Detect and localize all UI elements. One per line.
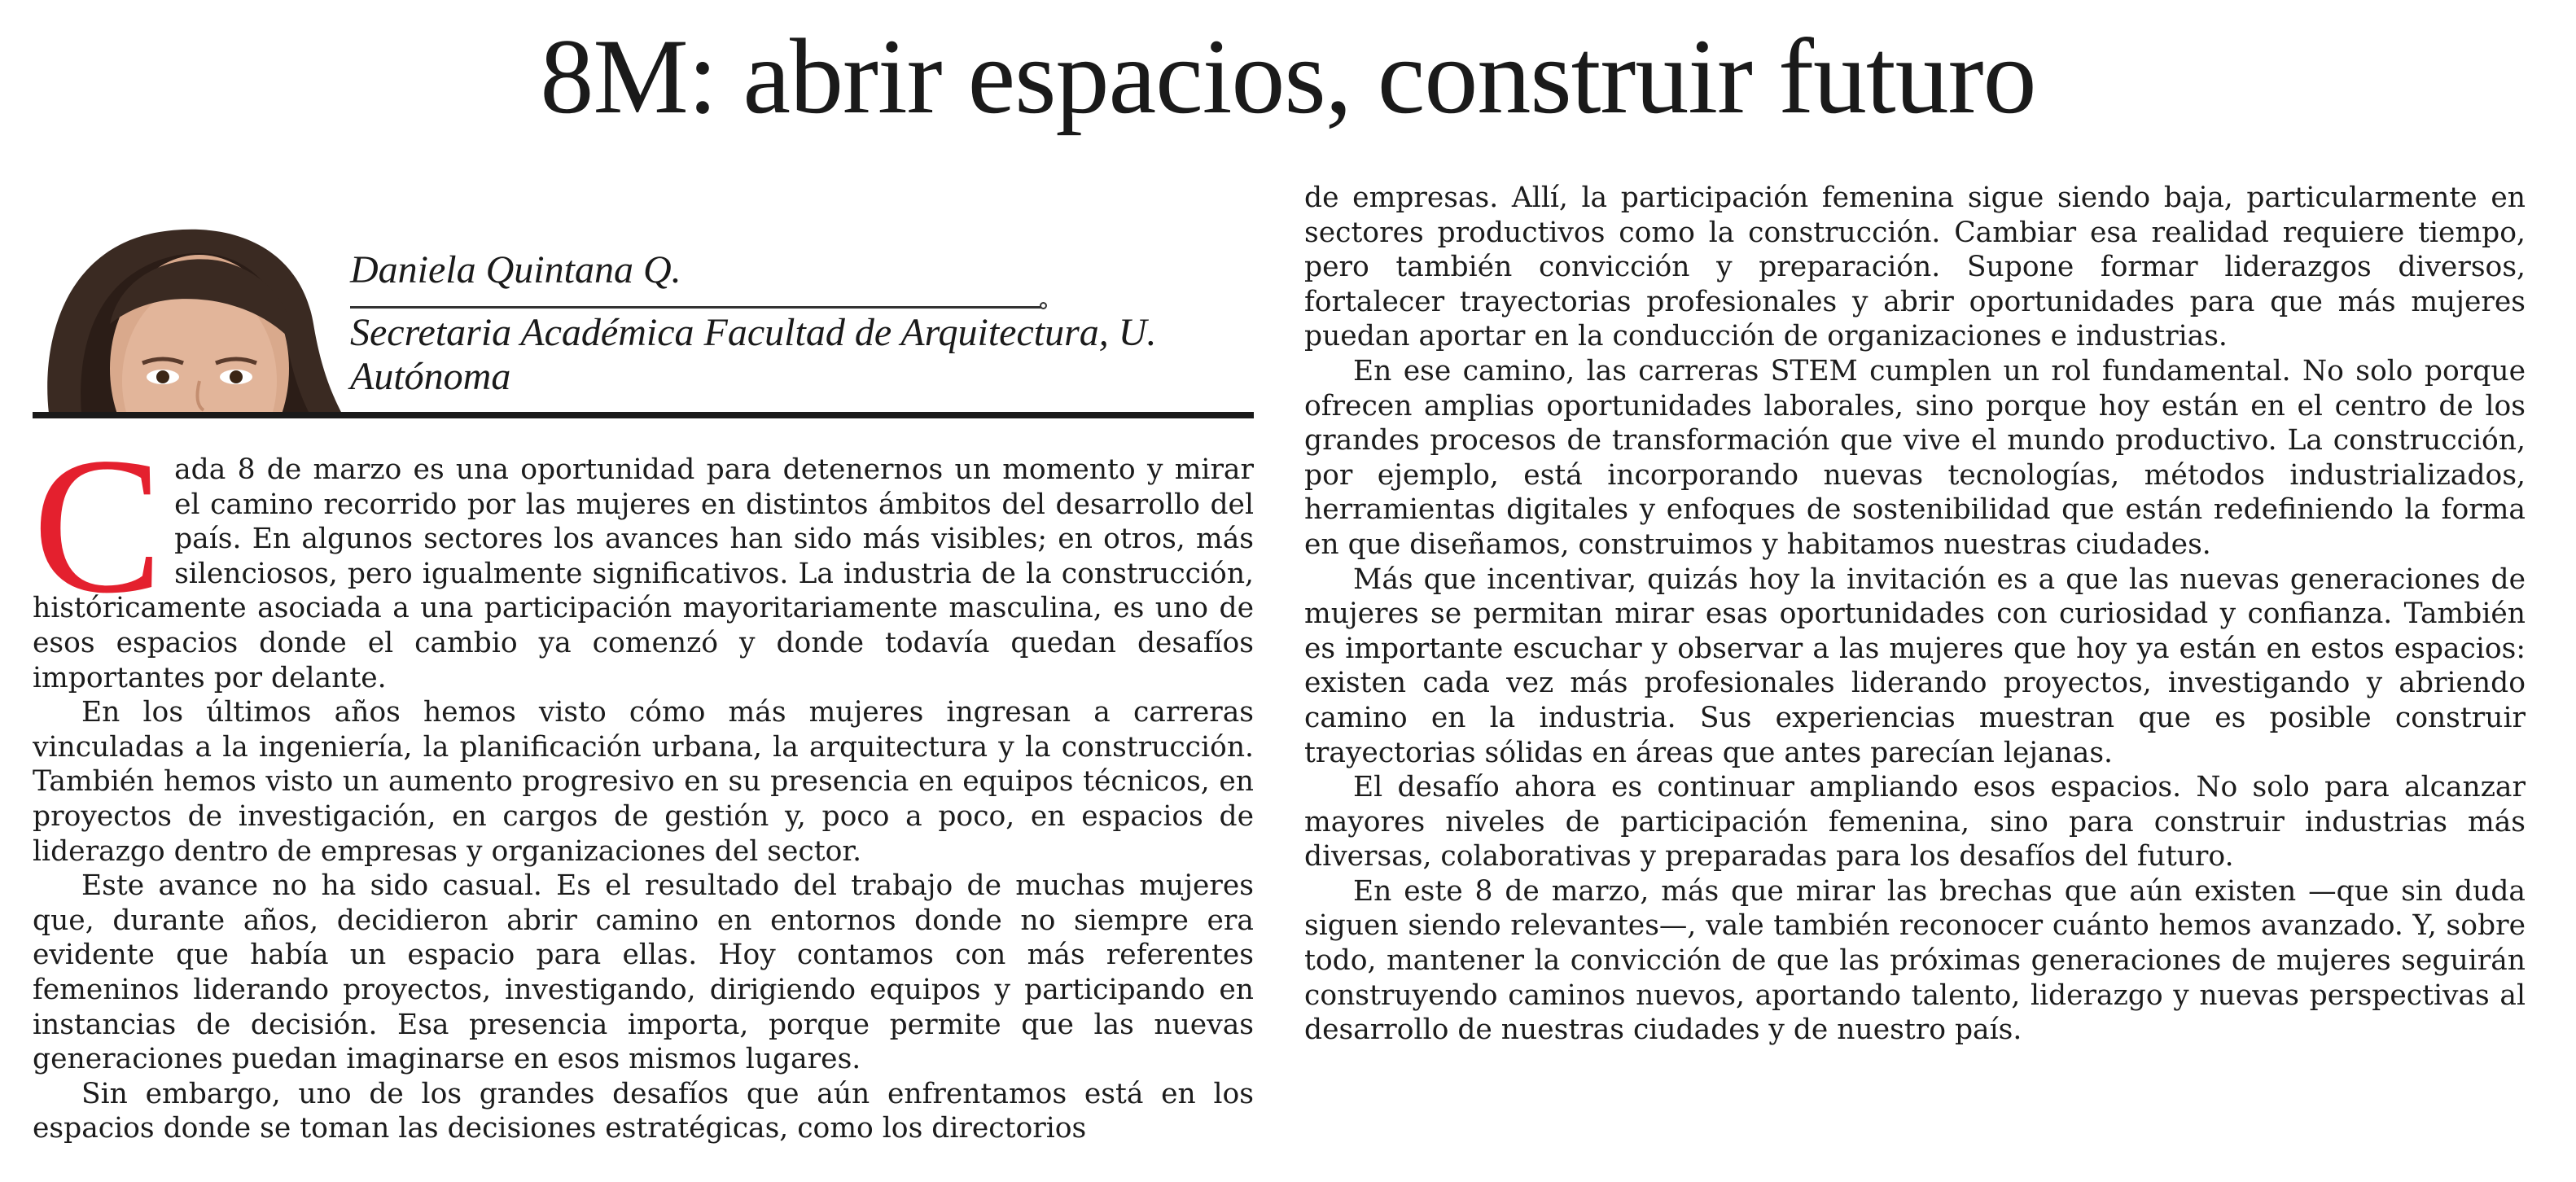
paragraph: En ese camino, las carreras STEM cumplen un rol fundamental. No solo porque ofrecen amplias oportunidades laborales, sino porque hoy están en el centro de los grandes procesos de transformación que vive el mundo productivo. La construcción, por ejemplo, está incorporando nuevas tecnologías, métodos industrializados, herramientas digitales y enfoques de sostenibilidad que están redefiniendo la forma en que diseñamos, construimos y habitamos nuestras ciudades. xyxy=(1304,354,2526,561)
paragraph: Este avance no ha sido casual. Es el resultado del trabajo de muchas mujeres que, durante años, decidieron abrir camino en entornos donde no siempre era evidente que había un espacio para ellas. Hoy contamos con más referentes femeninos liderando proyectos, investigando, dirigiendo equipos y participando en instancias de decisión. Esa presencia importa, porque permite que las nuevas generaciones puedan imaginarse en esos mismos lugares. xyxy=(33,869,1254,1076)
article-column-right xyxy=(1304,181,2526,1158)
author-photo xyxy=(33,218,350,414)
article-headline: 8M: abrir espacios, construir futuro xyxy=(540,16,2036,136)
author-divider-end xyxy=(1040,302,1047,309)
paragraph: de empresas. Allí, la participación femenina sigue siendo baja, particularmente en sectores productivos como la construcción. Cambiar esa realidad requiere tiempo, pero también convicción y preparación. Supone formar liderazgos diversos, fortalecer trayectorias profesionales y abrir oportunidades para que más mujeres puedan aportar en la conducción de organizaciones e industrias. xyxy=(1304,182,2526,353)
author-divider xyxy=(350,306,1042,309)
paragraph xyxy=(33,453,1254,695)
author-title: Secretaria Académica Facultad de Arquitectura, U. Autónoma xyxy=(350,311,1157,398)
article-column-left xyxy=(33,453,1254,1153)
paragraph: En los últimos años hemos visto cómo más mujeres ingresan a carreras vinculadas a la ingeniería, la planificación urbana, la arquitectura y la construcción. También hemos visto un aumento progresivo en su presencia en equipos técnicos, en proyectos de investigación, en cargos de gestión y, poco a poco, en espacios de liderazgo dentro de empresas y organizaciones del sector. xyxy=(33,696,1254,868)
byline-rule xyxy=(33,412,1254,418)
drop-cap: C xyxy=(33,453,164,633)
paragraph-text: ada 8 de marzo es una oportunidad para detenernos un momento y mirar el camino recorrido por las mujeres en distintos ámbitos del desarrollo del país. En algunos sectores los avances han sido más visibles; en otros, más silenciosos, pero igualmente significativos. La industria de la construcción, históricamente asociada a una participación mayoritariamente masculina, es uno de esos espacios donde el cambio ya comenzó y donde todavía quedan desafíos importantes por delante. xyxy=(33,453,1254,694)
author-name: Daniela Quintana Q. xyxy=(350,248,681,291)
paragraph: Sin embargo, uno de los grandes desafíos que aún enfrentamos está en los espacios donde se toman las decisiones estratégicas, como los directorios xyxy=(33,1077,1254,1145)
paragraph: En este 8 de marzo, más que mirar las brechas que aún existen —que sin duda siguen siendo relevantes—, vale también reconocer cuánto hemos avanzado. Y, sobre todo, mantener la convicción de que las próximas generaciones de mujeres seguirán construyendo caminos nuevos, aportando talento, liderazgo y nuevas perspectivas al desarrollo de nuestras ciudades y de nuestro país. xyxy=(1304,874,2526,1047)
paragraph: El desafío ahora es continuar ampliando esos espacios. No solo para alcanzar mayores niveles de participación femenina, sino para construir industrias más diversas, colaborativas y preparadas para los desafíos del futuro. xyxy=(1304,771,2526,873)
author-byline xyxy=(33,218,1254,422)
paragraph: Más que incentivar, quizás hoy la invitación es a que las nuevas generaciones de mujeres se permitan mirar esas oportunidades con curiosidad y confianza. También es importante escuchar y observar a las mujeres que hoy ya están en estos espacios: existen cada vez más profesionales liderando proyectos, investigando y abriendo camino en la industria. Sus experiencias muestran que es posible construir trayectorias sólidas en áreas que antes parecían lejanas. xyxy=(1304,563,2526,769)
